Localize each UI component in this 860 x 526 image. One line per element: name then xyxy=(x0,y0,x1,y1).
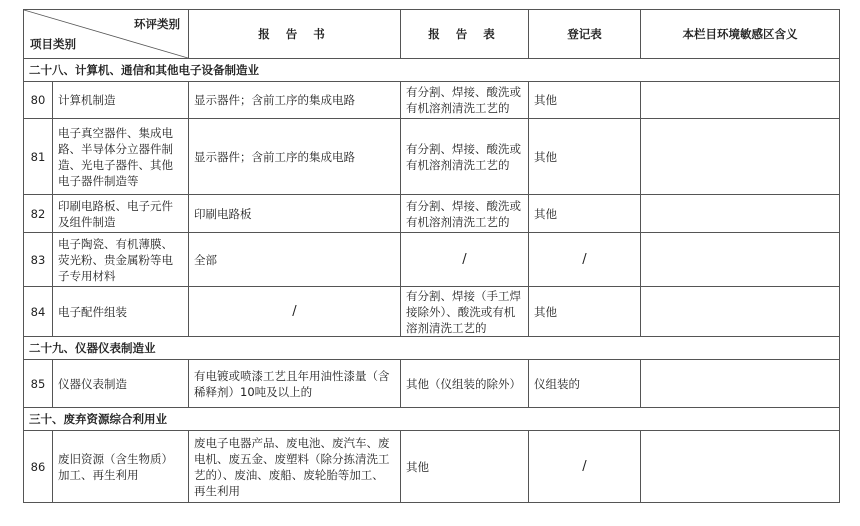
eia-classification-table xyxy=(23,9,840,503)
report-cell: 印刷电路板 xyxy=(189,195,401,233)
section-row xyxy=(24,59,840,82)
corner-bottom-label: 项目类别 xyxy=(30,37,76,51)
row-number: 85 xyxy=(24,360,53,408)
row-number: 86 xyxy=(24,431,53,503)
table-row xyxy=(24,360,840,408)
sensitive-cell xyxy=(641,360,840,408)
section-title: 二十八、计算机、通信和其他电子设备制造业 xyxy=(24,59,840,82)
table-cell: 其他 xyxy=(401,431,529,503)
table-cell: 有分割、焊接（手工焊接除外）、酸洗或有机溶剂清洗工艺的 xyxy=(401,287,529,337)
item-name: 电子陶瓷、有机薄膜、荧光粉、贵金属粉等电子专用材料 xyxy=(53,233,189,287)
table-row xyxy=(24,287,840,337)
register-cell: 仪组装的 xyxy=(529,360,641,408)
item-name: 仪器仪表制造 xyxy=(53,360,189,408)
table-row xyxy=(24,119,840,195)
header-row xyxy=(24,10,840,59)
register-cell: / xyxy=(529,431,641,503)
col-header-table: 报 告 表 xyxy=(401,10,529,59)
sensitive-cell xyxy=(641,82,840,119)
row-number: 82 xyxy=(24,195,53,233)
section-title: 三十、废弃资源综合利用业 xyxy=(24,408,840,431)
sensitive-cell xyxy=(641,287,840,337)
section-row xyxy=(24,337,840,360)
section-title: 二十九、仪器仪表制造业 xyxy=(24,337,840,360)
table-cell: 其他（仪组装的除外） xyxy=(401,360,529,408)
sensitive-cell xyxy=(641,119,840,195)
col-header-sensitive: 本栏目环境敏感区含义 xyxy=(641,10,840,59)
sensitive-cell xyxy=(641,195,840,233)
corner-header-cell xyxy=(24,10,189,59)
report-cell: / xyxy=(189,287,401,337)
register-cell: / xyxy=(529,233,641,287)
report-cell: 废电子电器产品、废电池、废汽车、废电机、废五金、废塑料（除分拣清洗工艺的）、废油、废船、废轮胎等加工、再生利用 xyxy=(189,431,401,503)
section-row xyxy=(24,408,840,431)
row-number: 81 xyxy=(24,119,53,195)
report-cell: 全部 xyxy=(189,233,401,287)
col-header-report: 报 告 书 xyxy=(189,10,401,59)
table-row xyxy=(24,233,840,287)
report-cell: 显示器件；含前工序的集成电路 xyxy=(189,82,401,119)
table-cell: 有分割、焊接、酸洗或有机溶剂清洗工艺的 xyxy=(401,119,529,195)
item-name: 电子配件组装 xyxy=(53,287,189,337)
table-cell: / xyxy=(401,233,529,287)
sensitive-cell xyxy=(641,233,840,287)
item-name: 电子真空器件、集成电路、半导体分立器件制造、光电子器件、其他电子器件制造等 xyxy=(53,119,189,195)
item-name: 印刷电路板、电子元件及组件制造 xyxy=(53,195,189,233)
row-number: 84 xyxy=(24,287,53,337)
table-cell: 有分割、焊接、酸洗或有机溶剂清洗工艺的 xyxy=(401,82,529,119)
report-cell: 有电镀或喷漆工艺且年用油性漆量（含稀释剂）10吨及以上的 xyxy=(189,360,401,408)
row-number: 83 xyxy=(24,233,53,287)
table-row xyxy=(24,431,840,503)
register-cell: 其他 xyxy=(529,287,641,337)
sensitive-cell xyxy=(641,431,840,503)
corner-top-label: 环评类别 xyxy=(134,17,180,31)
row-number: 80 xyxy=(24,82,53,119)
report-cell: 显示器件；含前工序的集成电路 xyxy=(189,119,401,195)
table-row xyxy=(24,195,840,233)
col-header-register: 登记表 xyxy=(529,10,641,59)
table-cell: 有分割、焊接、酸洗或有机溶剂清洗工艺的 xyxy=(401,195,529,233)
register-cell: 其他 xyxy=(529,119,641,195)
register-cell: 其他 xyxy=(529,195,641,233)
item-name: 计算机制造 xyxy=(53,82,189,119)
table-row xyxy=(24,82,840,119)
register-cell: 其他 xyxy=(529,82,641,119)
item-name: 废旧资源（含生物质）加工、再生利用 xyxy=(53,431,189,503)
